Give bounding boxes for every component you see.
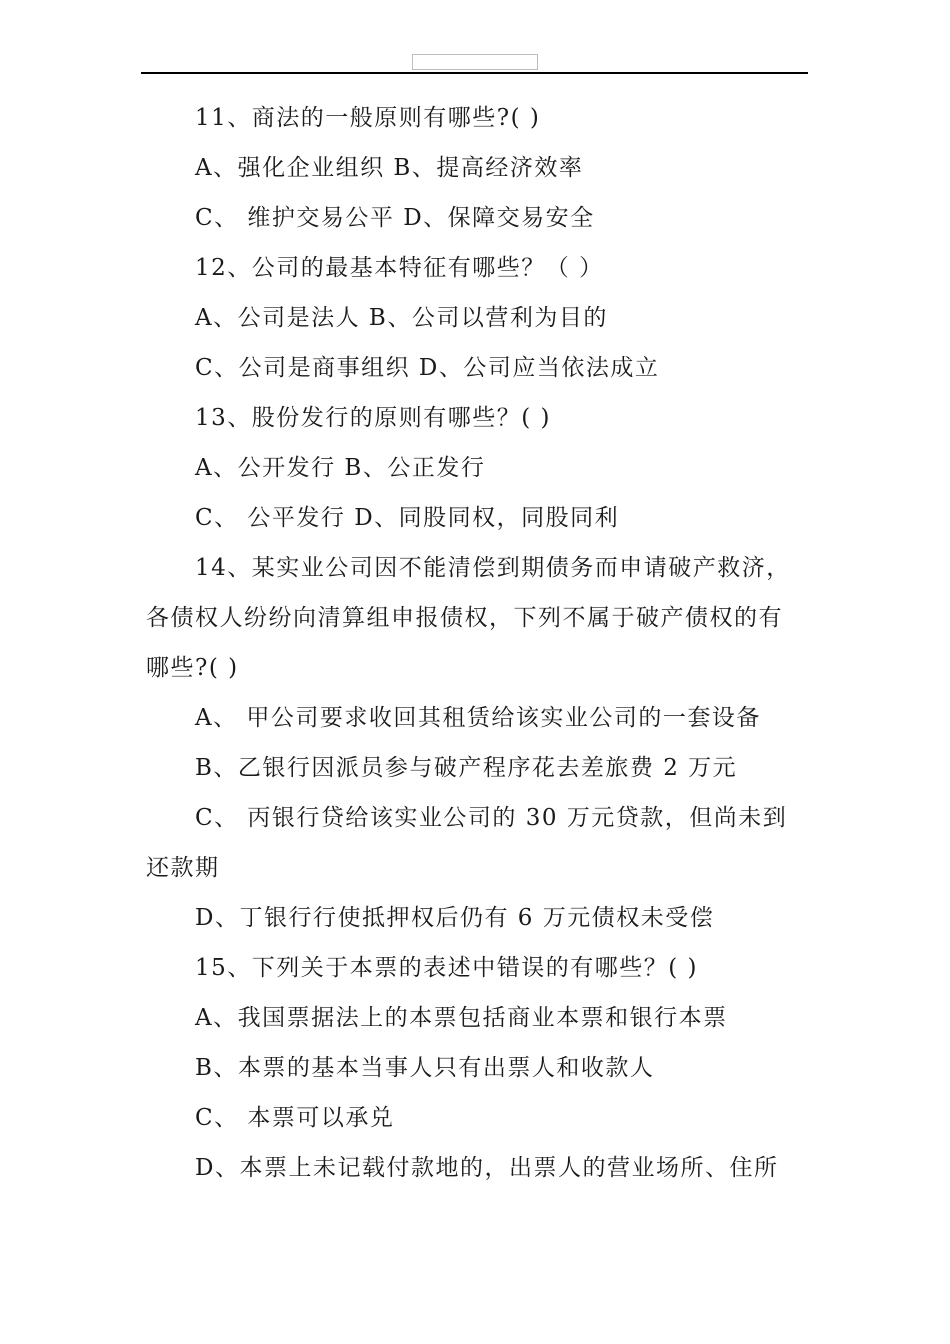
question-14-line-1: 14、某实业公司因不能清偿到期债务而申请破产救济， (195, 555, 791, 581)
question-13-options-ab: A、公开发行 B、公正发行 (195, 455, 486, 481)
question-15-option-a: A、我国票据法上的本票包括商业本票和银行本票 (195, 1005, 728, 1031)
question-11-options-ab: A、强化企业组织 B、提高经济效率 (195, 155, 584, 181)
question-14-option-c: C、 丙银行贷给该实业公司的 30 万元贷款，但尚未到 (195, 805, 788, 831)
question-12: 12、公司的最基本特征有哪些？（ ） (195, 255, 604, 281)
document-body (146, 93, 808, 1193)
question-14-line-3: 哪些?( ) (146, 655, 239, 681)
question-12-options-cd: C、公司是商事组织 D、公司应当依法成立 (195, 355, 660, 381)
header-rule (141, 72, 808, 74)
question-14-option-b: B、乙银行因派员参与破产程序花去差旅费 2 万元 (195, 755, 738, 781)
question-14-option-d: D、丁银行行使抵押权后仍有 6 万元债权未受偿 (195, 905, 715, 931)
question-15-option-c: C、 本票可以承兑 (195, 1105, 395, 1131)
question-11: 11、商法的一般原则有哪些?( ) (195, 105, 541, 131)
question-15-option-d: D、本票上未记载付款地的，出票人的营业场所、住所 (195, 1155, 779, 1181)
question-14-option-a: A、 甲公司要求收回其租赁给该实业公司的一套设备 (195, 705, 761, 731)
question-13: 13、股份发行的原则有哪些？( ) (195, 405, 552, 431)
question-14-line-2: 各债权人纷纷向清算组申报债权，下列不属于破产债权的有 (146, 605, 783, 631)
question-14-option-c-cont: 还款期 (146, 855, 220, 881)
question-15-option-b: B、本票的基本当事人只有出票人和收款人 (195, 1055, 655, 1081)
question-11-options-cd: C、 维护交易公平 D、保障交易安全 (195, 205, 595, 231)
question-13-options-cd: C、 公平发行 D、同股同权，同股同利 (195, 505, 620, 531)
question-12-options-ab: A、公司是法人 B、公司以营利为目的 (195, 305, 608, 331)
page-header-box (412, 54, 538, 70)
question-15: 15、下列关于本票的表述中错误的有哪些？( ) (195, 955, 699, 981)
